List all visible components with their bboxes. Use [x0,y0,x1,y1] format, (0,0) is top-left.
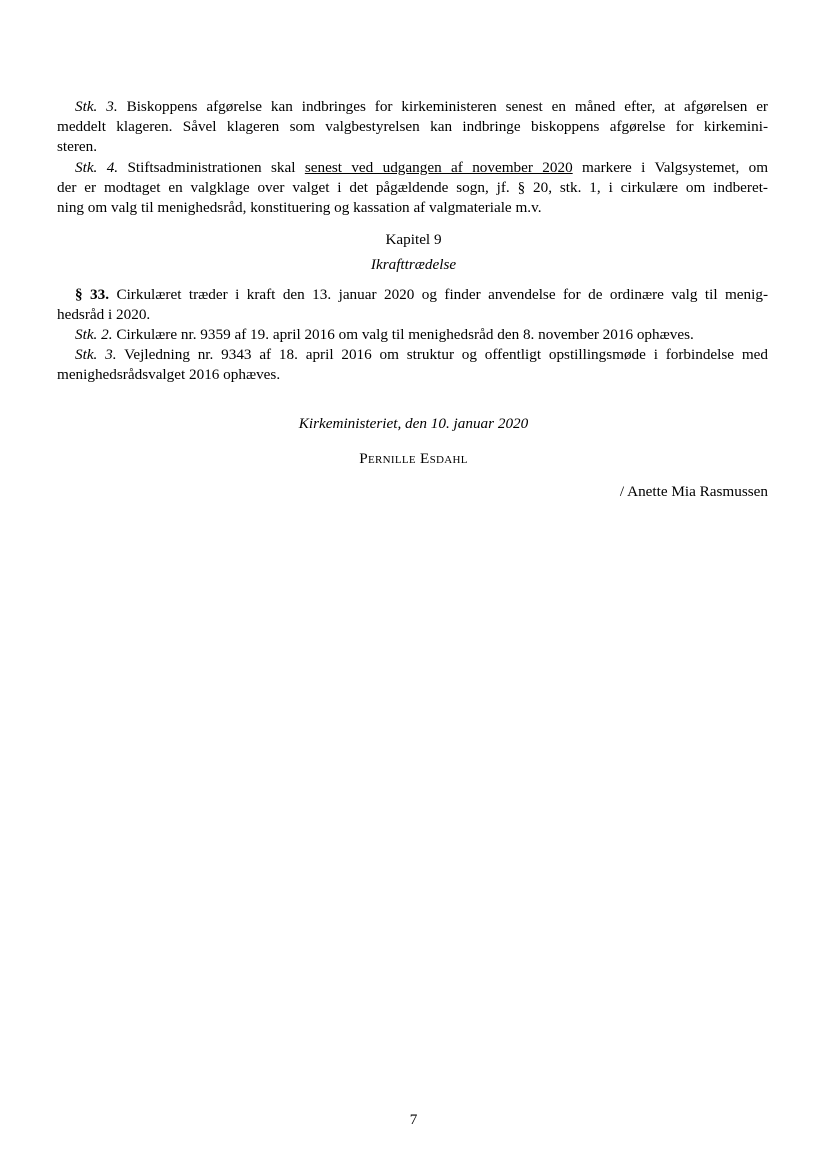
section33-stk3-line-2: menighedsrådsvalget 2016 ophæves. [57,366,281,383]
stk4-line-3: ning om valg til menighedsråd, konstituering og kassation af valgmateriale m.v. [57,199,542,216]
section33-line-1 [75,285,768,305]
section33-text-1: Cirkulæret træder i kraft den 13. januar 2020 og finder anvendelse for de ordinære valg til menig- [116,286,769,303]
section33-stk3-label: Stk. 3. [75,346,117,363]
chapter-number: Kapitel 9 [385,231,442,248]
stk3-text-1: Biskoppens afgørelse kan indbringes for kirkeministeren senest en måned efter, at afgørelsen er [126,98,768,115]
section33-line-2: hedsråd i 2020. [57,306,151,323]
page-number: 7 [409,1111,418,1128]
stk4-label: Stk. 4. [75,159,119,176]
chapter-title: Ikrafttrædelse [370,256,457,273]
stk3-line-1 [75,97,768,117]
stk3-line-3: steren. [57,138,98,155]
section33-stk3-line-1 [75,345,768,365]
stk4-text-1a: Stiftsadministrationen skal [127,159,296,176]
stk4-deadline-underlined: senest ved udgangen af november 2020 [304,159,573,176]
section33-stk2-text: Cirkulære nr. 9359 af 19. april 2016 om valg til menighedsråd den 8. november 2016 ophæves. [116,326,694,343]
stk3-label: Stk. 3. [75,98,118,115]
section33-stk2 [75,325,694,345]
stk4-line-2: der er modtaget en valgklage over valget i det pågældende sogn, jf. § 20, stk. 1, i cirkulære om indberet- [57,179,768,196]
section33-stk2-label: Stk. 2. [75,326,113,343]
signature-official: / Anette Mia Rasmussen [619,483,768,500]
stk3-line-2: meddelt klageren. Såvel klageren som valgbestyrelsen kan indbringe biskoppens afgørelse for kirkemini- [57,118,768,135]
stk4-line-1 [75,158,768,178]
section33-label: § 33. [75,286,110,303]
signature-place-date: Kirkeministeriet, den 10. januar 2020 [298,415,529,432]
stk4-text-1b: markere i Valgsystemet, om [582,159,769,176]
section33-stk3-text-1: Vejledning nr. 9343 af 18. april 2016 om struktur og offentligt opstillingsmøde i forbindelse med [124,346,768,363]
signature-minister: Pernille Esdahl [359,450,468,467]
